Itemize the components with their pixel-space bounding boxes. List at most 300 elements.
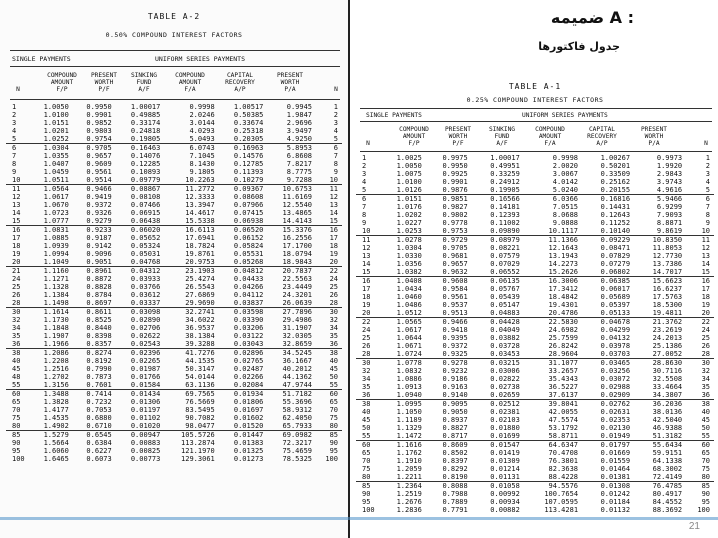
column-header-line — [0, 79, 41, 86]
table-cell: 1.0050 — [43, 103, 69, 111]
table-row — [356, 441, 714, 450]
table-cell: 5.9466 — [633, 195, 685, 204]
table-cell: 1.0100 — [43, 111, 69, 119]
table-row — [6, 299, 342, 308]
table-cell: 10.6753 — [266, 185, 315, 194]
table-cell: 4 — [333, 127, 338, 135]
table-cell: 0.03453 — [490, 350, 520, 358]
table-row — [6, 365, 342, 373]
table-cell: 36 — [12, 340, 21, 348]
table-cell: 64.1338 — [652, 457, 683, 465]
table-cell: 14.4143 — [282, 217, 313, 225]
table-row — [6, 357, 342, 365]
table-row — [356, 359, 714, 368]
table-cell: 10.8350 — [633, 236, 685, 245]
column-header-line: AMOUNT — [402, 133, 426, 140]
table-cell: 0.07279 — [600, 260, 631, 268]
table-cell: 15.5338 — [185, 217, 215, 225]
table-cell: 60 — [685, 441, 714, 450]
table-cell: 0.03206 — [233, 324, 264, 332]
table-cell: 5.8953 — [266, 144, 315, 153]
table-cell: 13.3947 — [185, 201, 215, 209]
table-cell: 0.9561 — [86, 168, 112, 176]
table-cell: 1.1328 — [43, 283, 69, 291]
table-cell: 15 — [12, 217, 21, 225]
table-cell: 1.0886 — [396, 375, 422, 383]
table-cell: 0.01058 — [471, 482, 523, 491]
group-single-payments: SINGLE PAYMENTS — [366, 112, 422, 119]
table-cell: 0.01381 — [600, 473, 631, 481]
column-header-line — [313, 72, 350, 79]
table-cell: 88.4228 — [548, 473, 579, 481]
table-cell: 1.2516 — [43, 365, 69, 373]
table-cell: 90 — [329, 439, 338, 447]
table-cell: 1.0831 — [29, 226, 72, 235]
table-row — [356, 203, 714, 211]
table-cell: 32 — [362, 367, 371, 375]
column-header-line: WORTH — [280, 79, 300, 86]
table-cell: 11.6169 — [282, 193, 313, 201]
table-row — [356, 154, 714, 162]
table-cell: 25 — [362, 334, 371, 342]
table-cell: 0.8397 — [442, 457, 468, 465]
table-cell: 0.7414 — [72, 390, 115, 399]
table-row — [6, 250, 342, 258]
table-cell: 26 — [12, 291, 21, 299]
table-cell: 5 — [705, 186, 710, 194]
column-header-line: AMOUNT — [50, 79, 74, 86]
table-cell: 0.00992 — [490, 490, 520, 498]
table-cell: 12 — [362, 244, 371, 252]
table-cell: 14.4617 — [185, 209, 215, 217]
table-cell: 1.2059 — [396, 465, 422, 473]
table-cell: 1.0252 — [43, 135, 69, 143]
table-cell: 1.0671 — [396, 342, 422, 350]
table-cell: 1.6060 — [43, 447, 69, 455]
table-cell: 55 — [701, 432, 710, 440]
table-cell: 14 — [362, 260, 371, 268]
table-cell: 0.16816 — [581, 195, 633, 204]
table-row — [356, 449, 714, 457]
table-cell: 14.7017 — [652, 268, 683, 276]
table-cell: 0.05147 — [490, 301, 520, 309]
table-cell: 0.8292 — [442, 465, 468, 473]
table-row — [6, 160, 342, 168]
table-cell: 0.9950 — [442, 162, 468, 170]
column-header-line: WORTH — [94, 79, 114, 86]
table-row — [356, 326, 714, 334]
table-cell: 31.1907 — [282, 324, 313, 332]
table-cell: 0.10279 — [233, 176, 264, 184]
table-cell: 0.01242 — [600, 490, 631, 498]
table-cell: 1 — [12, 103, 17, 111]
table-cell: 65 — [362, 449, 371, 457]
table-cell: 0.9096 — [86, 250, 112, 258]
table-cell: 1.4902 — [43, 422, 69, 430]
table-cell: 1.0355 — [43, 152, 69, 160]
table-cell: 6.8608 — [286, 152, 313, 160]
table-cell: 0.01131 — [490, 473, 520, 481]
table-row — [6, 291, 342, 299]
table-cell: 1.0995 — [379, 400, 425, 409]
table-cell: 22.5563 — [282, 275, 313, 283]
table-cell: 0.04883 — [490, 309, 520, 317]
table-cell: 53.1792 — [548, 424, 579, 432]
column-header — [631, 126, 677, 147]
table-cell: 0.01197 — [130, 406, 161, 414]
table-cell: 27.7896 — [266, 308, 315, 317]
table-cell: 1.0382 — [396, 268, 422, 276]
table-cell: 1.0407 — [43, 160, 69, 168]
table-cell: 80 — [12, 422, 21, 430]
column-header-line: F/P — [56, 86, 68, 93]
table-cell: 0.10140 — [600, 227, 631, 235]
table-cell: 12 — [701, 244, 710, 252]
table-cell: 0.50385 — [233, 111, 264, 119]
table-cell: 0.04812 — [218, 267, 267, 276]
table-cell: 1.0304 — [29, 144, 72, 153]
table-row — [356, 236, 714, 245]
table-cell: 24 — [362, 326, 371, 334]
table-cell: 0.01987 — [130, 365, 161, 373]
table-cell: 3.0144 — [189, 119, 215, 127]
table-cell: 65 — [329, 398, 338, 406]
table-cell: 0.9187 — [86, 234, 112, 242]
table-cell: 0.9657 — [86, 152, 112, 160]
table-cell: 34 — [12, 324, 21, 332]
table-cell: 0.02631 — [600, 408, 631, 416]
table-cell: 85 — [315, 431, 342, 440]
table-cell: 0.8872 — [86, 275, 112, 283]
column-header-line: PRESENT — [640, 126, 668, 133]
table-cell: 13 — [701, 252, 710, 260]
column-header-line: N — [366, 140, 370, 147]
table-row — [6, 226, 342, 235]
column-header-line: SINKING — [488, 126, 516, 133]
table-cell: 36.2036 — [633, 400, 685, 409]
table-cell: 1.0151 — [379, 195, 425, 204]
table-cell: 0.9778 — [442, 219, 468, 227]
table-cell: 0.01559 — [600, 457, 631, 465]
table-cell: 75 — [12, 414, 21, 422]
table-row — [6, 267, 342, 276]
table-cell: 32.5508 — [652, 375, 683, 383]
table-cell: 0.01669 — [600, 449, 631, 457]
table-cell: 76.5669 — [185, 398, 215, 406]
table-row — [356, 482, 714, 491]
table-cell: 50 — [362, 424, 371, 432]
table-cell: 0.01880 — [490, 424, 520, 432]
table-cell: 1.1907 — [43, 332, 69, 340]
table-cell: 0.08108 — [130, 193, 161, 201]
table-cell: 0.8828 — [86, 283, 112, 291]
table-cell: 100 — [362, 506, 375, 514]
table-cell: 34.3807 — [652, 391, 683, 399]
table-row — [356, 375, 714, 383]
table-cell: 32 — [12, 316, 21, 324]
table-cell: 28.9604 — [548, 350, 579, 358]
table-cell: 13 — [12, 201, 21, 209]
table-cell: 1.1498 — [43, 299, 69, 307]
table-cell: 1.0356 — [396, 260, 422, 268]
table-cell: 95 — [362, 498, 371, 506]
table-cell: 0.8937 — [442, 416, 468, 424]
column-header-line: COMPOUND — [175, 72, 205, 79]
table-cell: 24 — [12, 275, 21, 283]
table-cell: 0.06915 — [130, 209, 161, 217]
table-cell: 7 — [333, 152, 338, 160]
table-cell: 0.08608 — [233, 193, 264, 201]
table-row — [6, 209, 342, 217]
table-cell: 16.2556 — [282, 234, 313, 242]
table-cell: 26.8242 — [548, 342, 579, 350]
table-cell: 121.1970 — [181, 447, 215, 455]
table-cell: 70.4708 — [548, 449, 579, 457]
table-cell: 1.2086 — [29, 349, 72, 358]
table-cell: 12.1643 — [548, 244, 579, 252]
table-cell: 12.7730 — [652, 252, 683, 260]
table-cell: 0.9466 — [425, 318, 471, 327]
table-cell: 1 — [705, 154, 710, 162]
table-cell: 0.01797 — [581, 441, 633, 450]
table-cell: 0.9513 — [442, 309, 468, 317]
table-cell: 20 — [701, 309, 710, 317]
table-cell: 0.02353 — [600, 416, 631, 424]
table-cell: 10 — [362, 227, 371, 235]
table-cell: 0.02084 — [233, 381, 264, 389]
table-cell: 0.8961 — [72, 267, 115, 276]
table-cell: 113.2874 — [181, 439, 215, 447]
table-cell: 85 — [356, 482, 379, 491]
table-row — [356, 342, 714, 350]
table-cell: 19 — [701, 301, 710, 309]
table-cell: 1.1616 — [379, 441, 425, 450]
table-cell: 1.0486 — [396, 301, 422, 309]
table-cell: 19 — [362, 301, 371, 309]
table-row — [356, 465, 714, 473]
table-cell: 28 — [362, 350, 371, 358]
table-cell: 42.5040 — [652, 416, 683, 424]
column-header-line: WORTH — [644, 133, 664, 140]
table-cell: 9 — [12, 168, 17, 176]
table-cell: 14.2273 — [548, 260, 579, 268]
table-cell: 0.6545 — [72, 431, 115, 440]
table-cell: 0.02765 — [233, 357, 264, 365]
table-cell: 1.2702 — [43, 373, 69, 381]
table-cell: 64.6347 — [523, 441, 581, 450]
table-cell: 1.1730 — [43, 316, 69, 324]
table-cell: 26 — [701, 342, 710, 350]
table-cell: 0.05767 — [490, 285, 520, 293]
table-row — [6, 234, 342, 242]
table-cell: 65 — [701, 449, 710, 457]
table-cell: 18.7824 — [185, 242, 215, 250]
table-row — [6, 390, 342, 399]
table-cell: 0.09779 — [130, 176, 161, 184]
group-uniform-series: UNIFORM SERIES PAYMENTS — [522, 112, 608, 119]
table-cell: 8 — [12, 160, 17, 168]
table-cell: 0.01602 — [233, 414, 264, 422]
table-row — [6, 431, 342, 440]
table-row — [356, 424, 714, 432]
table-cell: 0.9827 — [442, 203, 468, 211]
table-cell: 16 — [356, 277, 379, 286]
table-cell: 60 — [315, 390, 342, 399]
table-cell: 0.8827 — [442, 424, 468, 432]
table-cell: 0.04049 — [490, 326, 520, 334]
table-cell: 0.01383 — [233, 439, 264, 447]
table-cell: 0.9925 — [442, 170, 468, 178]
table-cell: 47.9744 — [282, 381, 313, 389]
table-cell: 0.49885 — [130, 111, 161, 119]
table-cell: 0.01699 — [490, 432, 520, 440]
column-header-line — [352, 126, 391, 133]
column-header — [435, 126, 481, 147]
table-cell: 69.7565 — [163, 390, 217, 399]
table-cell: 1.00517 — [233, 103, 264, 111]
table-cell: 20 — [362, 309, 371, 317]
table-cell: 76.3801 — [548, 457, 579, 465]
column-header-line: A/P — [596, 140, 608, 147]
table-cell: 36 — [329, 340, 338, 348]
table-cell: 0.04678 — [581, 318, 633, 327]
table-cell: 16 — [685, 277, 714, 286]
table-cell: 6.9299 — [656, 203, 683, 211]
table-cell: 23.1903 — [163, 267, 217, 276]
table-cell: 0.01806 — [233, 398, 264, 406]
table-cell: 0.00882 — [490, 506, 520, 514]
table-cell: 0.33174 — [130, 119, 161, 127]
column-header — [39, 72, 85, 93]
table-cell: 21 — [6, 267, 29, 276]
table-cell: 1.0227 — [396, 219, 422, 227]
table-cell: 20 — [329, 258, 338, 266]
table-cell: 0.9609 — [86, 160, 112, 168]
table-cell: 0.01520 — [233, 422, 264, 430]
table-cell: 0.7990 — [86, 365, 112, 373]
table-cell: 0.03122 — [233, 332, 264, 340]
column-header-line — [0, 72, 41, 79]
table-cell: 7 — [12, 152, 17, 160]
table-cell: 38.1384 — [185, 332, 215, 340]
table-cell: 1.00017 — [490, 154, 520, 162]
table-cell: 0.01020 — [130, 422, 161, 430]
table-cell: 19.8761 — [185, 250, 215, 258]
table-cell: 0.9163 — [442, 383, 468, 391]
table-cell: 1.9920 — [656, 162, 683, 170]
table-cell: 0.02659 — [490, 391, 520, 399]
table-cell: 0.9514 — [86, 176, 112, 184]
table-cell: 1.4535 — [43, 414, 69, 422]
table-cell: 24 — [329, 275, 338, 283]
table-cell: 58.8711 — [548, 432, 579, 440]
table-row — [356, 186, 714, 195]
table-cell: 2 — [362, 162, 367, 170]
table-cell: 1.0330 — [396, 252, 422, 260]
table-cell: 1.0050 — [396, 162, 422, 170]
table-cell: 8 — [705, 211, 710, 219]
table-cell: 55.3696 — [282, 398, 313, 406]
table-cell: 39.8041 — [523, 400, 581, 409]
table-cell: 0.11002 — [490, 219, 520, 227]
table-cell: 0.00883 — [130, 439, 161, 447]
table-cell: 25 — [12, 283, 21, 291]
table-cell: 90.7082 — [185, 414, 215, 422]
table-cell: 20.7837 — [266, 267, 315, 276]
table-cell: 0.12643 — [600, 211, 631, 219]
table-cell: 12 — [12, 193, 21, 201]
table-cell: 0.9537 — [442, 301, 468, 309]
page-number: 21 — [688, 521, 700, 532]
table-cell: 0.9419 — [86, 193, 112, 201]
table-cell: 9.8619 — [656, 227, 683, 235]
table-cell: 0.05439 — [490, 293, 520, 301]
table-row — [356, 227, 714, 236]
table-cell: 0.08471 — [600, 244, 631, 252]
table-cell: 78.5325 — [282, 455, 313, 463]
table-row — [6, 217, 342, 226]
table-cell: 0.9851 — [425, 195, 471, 204]
table-cell: 59.9151 — [652, 449, 683, 457]
group-single-payments: SINGLE PAYMENTS — [12, 55, 71, 63]
table-cell: 0.01434 — [115, 390, 164, 399]
table-cell: 1.0777 — [43, 217, 69, 225]
table-cell: 0.9975 — [442, 154, 468, 162]
table-cell: 1.0832 — [396, 367, 422, 375]
table-cell: 0.02381 — [490, 408, 520, 416]
table-cell: 0.07579 — [490, 252, 520, 260]
table-cell: 0.02265 — [130, 357, 161, 365]
column-header — [579, 126, 625, 147]
column-header-line: P/F — [98, 86, 110, 93]
table-row — [356, 457, 714, 465]
table-row — [6, 381, 342, 390]
table-cell: 0.06552 — [490, 268, 520, 276]
table-cell: 9.1805 — [189, 168, 215, 176]
table-cell: 0.9998 — [189, 103, 215, 111]
table-cell: 8 — [362, 211, 367, 219]
table-cell: 0.9657 — [442, 260, 468, 268]
table-cell: 0.9325 — [442, 350, 468, 358]
table-cell: 3 — [12, 119, 17, 127]
table-cell: 80.4917 — [652, 490, 683, 498]
table-cell: 0.00934 — [490, 498, 520, 506]
table-cell: 27.0052 — [652, 350, 683, 358]
table-row — [6, 135, 342, 144]
table-cell: 22 — [685, 318, 714, 327]
table-row — [356, 244, 714, 252]
table-cell: 36 — [362, 391, 371, 399]
table-cell: 82.3638 — [548, 465, 579, 473]
table-cell: 1 — [362, 154, 367, 162]
table-row — [6, 275, 342, 283]
table-cell: 9.7288 — [286, 176, 313, 184]
table-cell: 26 — [329, 291, 338, 299]
table-cell: 63.1136 — [185, 381, 215, 389]
table-cell: 45 — [329, 365, 338, 373]
table-cell: 68.3002 — [652, 465, 683, 473]
table-cell: 1.0460 — [396, 293, 422, 301]
table-cell: 6.0743 — [163, 144, 217, 153]
table-cell: 0.01132 — [600, 506, 631, 514]
table-cell: 0.01419 — [490, 449, 520, 457]
table-row — [6, 111, 342, 119]
table-cell: 1.1050 — [396, 408, 422, 416]
table-cell: 0.6227 — [86, 447, 112, 455]
table-cell: 0.01464 — [600, 465, 631, 473]
table-cell: 90 — [12, 439, 21, 447]
table-cell: 50 — [701, 424, 710, 432]
